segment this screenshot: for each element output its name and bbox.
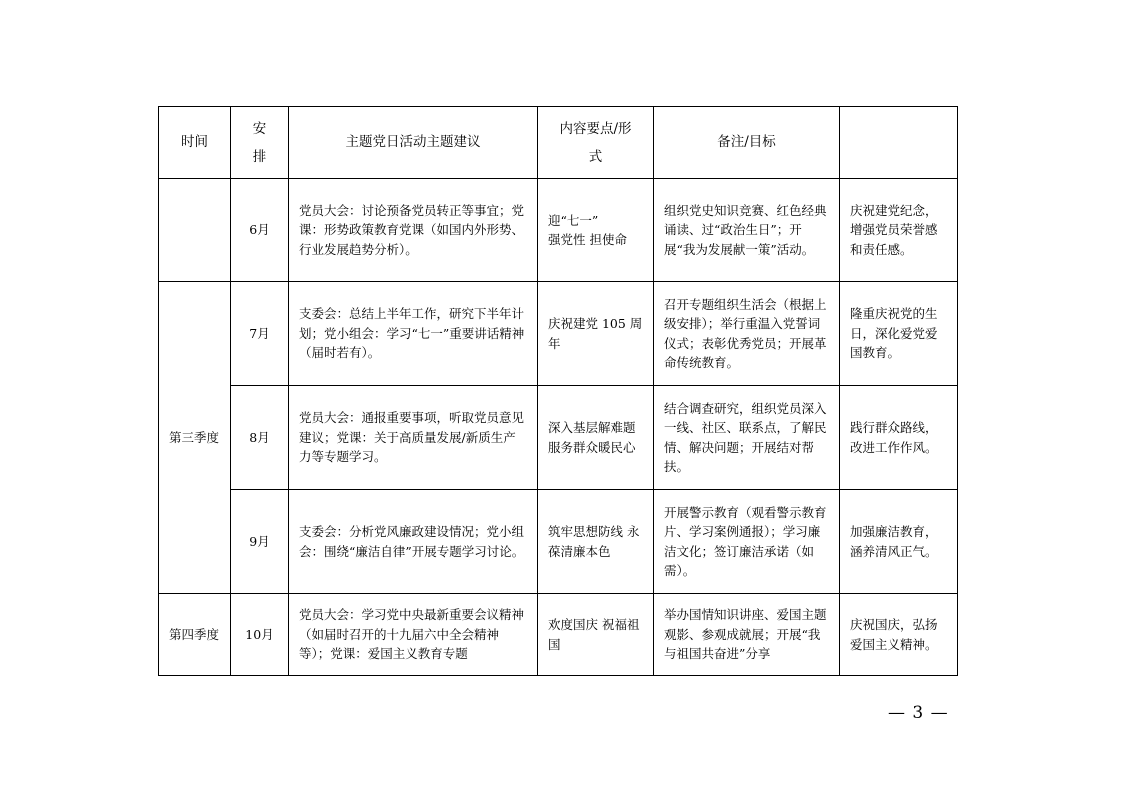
goal-cell: 践行群众路线，改进工作作风。 xyxy=(840,386,958,490)
activity-plan-table xyxy=(158,106,958,676)
month-cell: 8月 xyxy=(231,386,289,490)
theme-cell: 党员大会：讨论预备党员转正等事宜；党课：形势政策教育党课（如国内外形势、行业发展趋势分析）。 xyxy=(289,179,538,282)
note-cell: 举办国情知识讲座、爱国主题观影、参观成就展；开展“我与祖国共奋进”分享 xyxy=(654,594,840,676)
theme-cell: 党员大会：通报重要事项，听取党员意见建议；党课：关于高质量发展/新质生产力等专题学习。 xyxy=(289,386,538,490)
page-number: — 3 — xyxy=(888,703,949,723)
table-row xyxy=(159,490,958,594)
content-text: 迎“七一” 强党性 担使命 xyxy=(548,212,627,247)
header-content-text: 内容要点/形 式 xyxy=(559,120,632,165)
content-cell: 庆祝建党 105 周年 xyxy=(538,282,654,386)
table-row xyxy=(159,282,958,386)
month-cell: 10月 xyxy=(231,594,289,676)
note-cell: 召开专题组织生活会（根据上级安排）；举行重温入党誓词仪式；表彰优秀党员；开展革命传统教育。 xyxy=(654,282,840,386)
header-time: 时间 xyxy=(159,107,231,179)
content-cell: 欢度国庆 祝福祖国 xyxy=(538,594,654,676)
goal-cell: 隆重庆祝党的生日，深化爱党爱国教育。 xyxy=(840,282,958,386)
header-arrange xyxy=(231,107,289,179)
header-extra xyxy=(840,107,958,179)
note-cell: 组织党史知识竞赛、红色经典诵读、过“政治生日”；开展“我为发展献一策”活动。 xyxy=(654,179,840,282)
note-cell: 结合调查研究，组织党员深入一线、社区、联系点，了解民情、解决问题；开展结对帮扶。 xyxy=(654,386,840,490)
content-cell: 筑牢思想防线 永葆清廉本色 xyxy=(538,490,654,594)
header-theme: 主题党日活动主题建议 xyxy=(289,107,538,179)
table-row xyxy=(159,386,958,490)
season-cell: 第四季度 xyxy=(159,594,231,676)
header-note: 备注/目标 xyxy=(654,107,840,179)
season-cell: 第三季度 xyxy=(159,282,231,594)
theme-cell: 党员大会：学习党中央最新重要会议精神（如届时召开的十九届六中全会精神等）；党课：爱国主义教育专题 xyxy=(289,594,538,676)
season-cell xyxy=(159,179,231,282)
theme-cell: 支委会：总结上半年工作，研究下半年计划；党小组会：学习“七一”重要讲话精神（届时若有）。 xyxy=(289,282,538,386)
content-cell: 深入基层解难题 服务群众暖民心 xyxy=(538,386,654,490)
table-header-row xyxy=(159,107,958,179)
goal-cell: 庆祝国庆，弘扬爱国主义精神。 xyxy=(840,594,958,676)
theme-cell: 支委会：分析党风廉政建设情况；党小组会：围绕“廉洁自律”开展专题学习讨论。 xyxy=(289,490,538,594)
note-cell: 开展警示教育（观看警示教育片、学习案例通报）；学习廉洁文化；签订廉洁承诺（如需）。 xyxy=(654,490,840,594)
table-row xyxy=(159,179,958,282)
month-cell: 9月 xyxy=(231,490,289,594)
goal-cell: 加强廉洁教育，涵养清风正气。 xyxy=(840,490,958,594)
month-cell: 7月 xyxy=(231,282,289,386)
month-cell: 6月 xyxy=(231,179,289,282)
table-row xyxy=(159,594,958,676)
goal-cell: 庆祝建党纪念，增强党员荣誉感和责任感。 xyxy=(840,179,958,282)
header-arrange-text: 安 排 xyxy=(252,120,267,165)
header-content xyxy=(538,107,654,179)
content-cell xyxy=(538,179,654,282)
